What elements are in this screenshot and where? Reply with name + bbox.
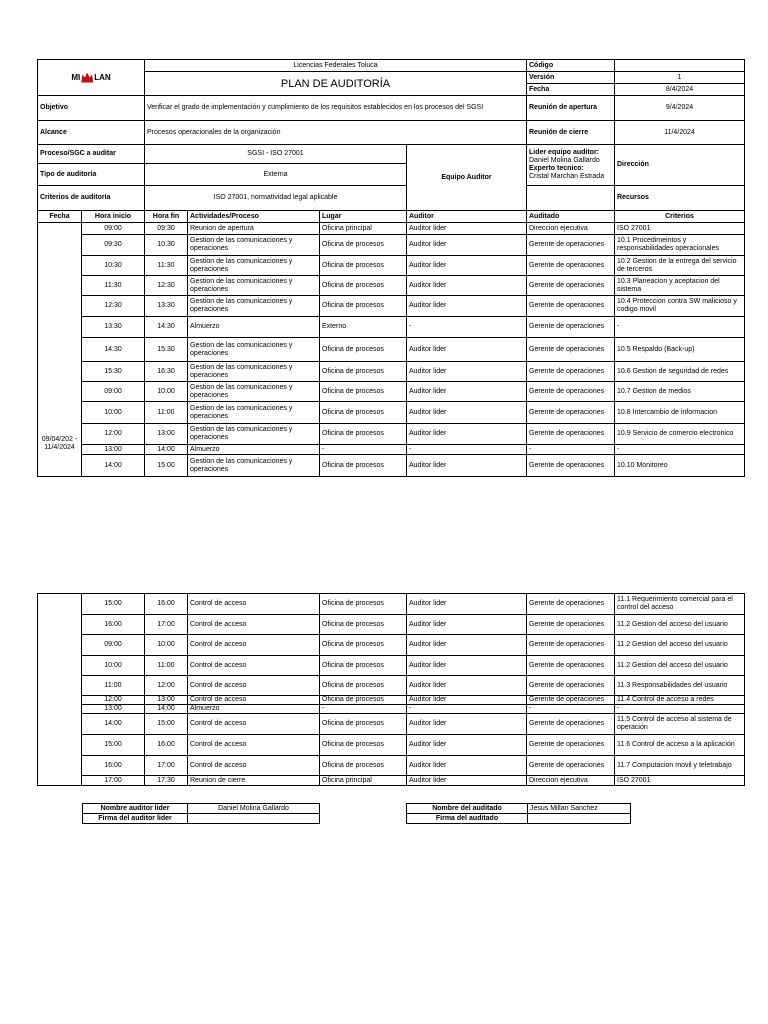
cell-lugar: Oficina de procesos <box>320 296 407 317</box>
cell-auditor: Auditor lider <box>407 235 527 256</box>
cell-auditor: Auditor lider <box>407 635 527 656</box>
col-lugar: Lugar <box>320 211 407 223</box>
cell-auditor: Auditor lider <box>407 656 527 676</box>
table-row <box>38 714 745 735</box>
table-row <box>38 223 745 235</box>
cell-auditado: Gerente de operaciones <box>527 362 615 382</box>
cell-hora-inicio: 14:00 <box>82 455 145 477</box>
cell-lugar: Oficina de procesos <box>320 382 407 402</box>
table-row <box>38 402 745 424</box>
cell-actividad: Gestion de las comunicaciones y operaciones <box>188 235 320 256</box>
cell-criterio: 10.9 Servicio de comercio electronico <box>615 424 745 445</box>
cell-hora-inicio: 13:30 <box>82 317 145 338</box>
cell-hora-fin: 17:30 <box>145 776 188 786</box>
proceso-label: Proceso/SGC a auditar <box>38 145 145 164</box>
table-row <box>38 382 745 402</box>
cell-hora-fin: 17:00 <box>145 756 188 776</box>
fecha-cell <box>38 594 82 786</box>
cell-auditor: Auditor lider <box>407 424 527 445</box>
table-row <box>38 676 745 696</box>
cell-hora-fin: 11:30 <box>145 256 188 276</box>
cell-hora-fin: 09:30 <box>145 223 188 235</box>
cell-criterio: 10.7 Gestion de medios <box>615 382 745 402</box>
cell-lugar: Oficina de procesos <box>320 402 407 424</box>
cell-lugar: Oficina de procesos <box>320 362 407 382</box>
criterios-value: ISO 27001, normatividad legal aplicable <box>145 186 407 211</box>
table-row <box>38 317 745 338</box>
nombre-auditado-value: Jesus Millan Sanchez <box>528 804 631 814</box>
fecha-cell: 09/04/202 - 11/4/2024 <box>38 223 82 477</box>
cell-hora-inicio: 10:30 <box>82 256 145 276</box>
cell-criterio: 11.2 Gestion del acceso del usuario <box>615 635 745 656</box>
cell-lugar: Oficina principal <box>320 223 407 235</box>
cell-auditado: Gerente de operaciones <box>527 455 615 477</box>
cell-lugar: Oficina de procesos <box>320 338 407 362</box>
cell-auditado: Gerente de operaciones <box>527 635 615 656</box>
cell-criterio: - <box>615 705 745 714</box>
cell-auditado: - <box>527 705 615 714</box>
cell-criterio: 10.8 Intercambio de informacion <box>615 402 745 424</box>
cell-auditor: Auditor lider <box>407 256 527 276</box>
alcance-label: Alcance <box>38 121 145 145</box>
col-hora-fin: Hora fin <box>145 211 188 223</box>
nombre-lider-label: Nombre auditor lider <box>83 804 188 814</box>
cell-auditor: - <box>407 705 527 714</box>
cell-criterio: ISO 27001 <box>615 776 745 786</box>
cell-actividad: Control de acceso <box>188 756 320 776</box>
cell-auditor: Auditor lider <box>407 296 527 317</box>
equipo-auditor-members: Lider equipo auditor: Daniel Molina Gallardo Experto tecnico: Cristal Marchan Estrada <box>527 145 615 186</box>
fecha-label: Fecha <box>527 84 615 96</box>
cell-hora-fin: 13:00 <box>145 696 188 705</box>
cell-auditor: - <box>407 317 527 338</box>
company-logo: MI LAN <box>71 72 111 82</box>
cell-actividad: Control de acceso <box>188 635 320 656</box>
cell-hora-inicio: 15:30 <box>82 362 145 382</box>
cell-criterio: 11.4 Control de acceso a redes <box>615 696 745 705</box>
cell-auditado: - <box>527 445 615 455</box>
tipo-value: Externa <box>145 164 407 186</box>
cell-actividad: Control de acceso <box>188 615 320 635</box>
cell-criterio: 10.3 Planeacion y aceptacion del sistema <box>615 276 745 296</box>
cell-actividad: Reunion de cierre <box>188 776 320 786</box>
proceso-value: SGSI - ISO 27001 <box>145 145 407 164</box>
cell-auditor: Auditor lider <box>407 362 527 382</box>
cell-auditor: Auditor lider <box>407 402 527 424</box>
cell-hora-inicio: 14:00 <box>82 714 145 735</box>
cell-actividad: Reunion de apertura <box>188 223 320 235</box>
cell-auditado: Gerente de operaciones <box>527 296 615 317</box>
apertura-label: Reunión de apertura <box>527 96 615 121</box>
cell-hora-fin: 13:30 <box>145 296 188 317</box>
cell-actividad: Gestion de las comunicaciones y operaciones <box>188 276 320 296</box>
cell-criterio: 11.7 Computacion movil y teletrabajo <box>615 756 745 776</box>
cell-hora-fin: 15:00 <box>145 714 188 735</box>
equipo-auditor-label: Equipo Auditor <box>407 145 527 211</box>
cell-hora-inicio: 17:00 <box>82 776 145 786</box>
cell-lugar: Oficina de procesos <box>320 235 407 256</box>
cell-criterio: 10.1 Procedimeintos y responsabilidades operacionales <box>615 235 745 256</box>
cell-auditado: Gerente de operaciones <box>527 714 615 735</box>
cell-hora-fin: 13:00 <box>145 424 188 445</box>
table-row <box>38 338 745 362</box>
cell-lugar: Oficina de procesos <box>320 256 407 276</box>
apertura-value: 9/4/2024 <box>615 96 745 121</box>
cell-hora-fin: 17:00 <box>145 615 188 635</box>
cell-auditor: Auditor lider <box>407 382 527 402</box>
cell-hora-inicio: 11:00 <box>82 676 145 696</box>
firma-lider-field[interactable] <box>188 814 320 824</box>
cell-criterio: 11.3 Responsabilidades del usuario <box>615 676 745 696</box>
cell-auditado: Gerente de operaciones <box>527 402 615 424</box>
cell-hora-inicio: 09:30 <box>82 235 145 256</box>
cell-hora-inicio: 09:00 <box>82 635 145 656</box>
cell-criterio: 10.4 Proteccion contra SW malicioso y codigo movil <box>615 296 745 317</box>
cell-auditado: Gerente de operaciones <box>527 676 615 696</box>
cell-criterio: 11.2 Gestion del acceso del usuario <box>615 615 745 635</box>
cell-actividad: Almuerzo <box>188 445 320 455</box>
col-auditado: Auditado <box>527 211 615 223</box>
cell-hora-inicio: 10:00 <box>82 402 145 424</box>
cell-lugar: Oficina de procesos <box>320 276 407 296</box>
cell-hora-inicio: 14:30 <box>82 338 145 362</box>
cell-auditor: Auditor lider <box>407 714 527 735</box>
cell-lugar: Oficina de procesos <box>320 594 407 615</box>
cell-auditado: Direccion ejecutiva <box>527 776 615 786</box>
table-row <box>38 296 745 317</box>
cell-hora-fin: 15:30 <box>145 338 188 362</box>
table-row <box>38 735 745 756</box>
col-hora-inicio: Hora inicio <box>82 211 145 223</box>
cell-actividad: Gestion de las comunicaciones y operaciones <box>188 338 320 362</box>
cell-auditado: Gerente de operaciones <box>527 317 615 338</box>
table-row <box>38 696 745 705</box>
cierre-label: Reunión de cierre <box>527 121 615 145</box>
cell-auditor: Auditor lider <box>407 223 527 235</box>
cell-auditor: Auditor lider <box>407 455 527 477</box>
cell-auditor: - <box>407 445 527 455</box>
cell-hora-fin: 14:00 <box>145 705 188 714</box>
table-row <box>38 455 745 477</box>
criterios-label: Criterios de auditoría <box>38 186 145 211</box>
cell-hora-fin: 15:00 <box>145 455 188 477</box>
cell-lugar: Oficina de procesos <box>320 714 407 735</box>
cell-actividad: Control de acceso <box>188 594 320 615</box>
cell-auditado: Gerente de operaciones <box>527 615 615 635</box>
logo-cell <box>38 60 145 96</box>
cell-auditado: Gerente de operaciones <box>527 696 615 705</box>
signature-auditado-block <box>406 803 631 824</box>
cell-hora-fin: 10:00 <box>145 635 188 656</box>
cell-auditado: Gerente de operaciones <box>527 276 615 296</box>
audit-plan-table-page1 <box>37 59 745 477</box>
document-title: PLAN DE AUDITORÍA <box>145 72 527 96</box>
cell-criterio: - <box>615 317 745 338</box>
cell-auditor: Auditor lider <box>407 615 527 635</box>
table-row <box>38 776 745 786</box>
cell-actividad: Gestion de las comunicaciones y operaciones <box>188 362 320 382</box>
cell-hora-inicio: 13:00 <box>82 445 145 455</box>
cell-actividad: Gestion de las comunicaciones y operaciones <box>188 424 320 445</box>
cell-hora-inicio: 13:00 <box>82 705 145 714</box>
firma-auditado-label: Firma del auditado <box>407 814 528 824</box>
recursos-label: Recursos <box>615 186 745 211</box>
cell-hora-fin: 12:00 <box>145 676 188 696</box>
table-row <box>38 276 745 296</box>
cell-auditado: Gerente de operaciones <box>527 256 615 276</box>
crown-icon <box>81 73 93 83</box>
codigo-value <box>615 60 745 72</box>
cell-hora-fin: 16:00 <box>145 594 188 615</box>
cell-auditor: Auditor lider <box>407 776 527 786</box>
cell-hora-inicio: 11:30 <box>82 276 145 296</box>
tipo-label: Tipo de auditoría <box>38 164 145 186</box>
cell-hora-inicio: 16:00 <box>82 615 145 635</box>
cell-auditado: Gerente de operaciones <box>527 656 615 676</box>
table-row <box>38 235 745 256</box>
cell-hora-fin: 16:00 <box>145 735 188 756</box>
table-row <box>38 656 745 676</box>
cell-auditado: Gerente de operaciones <box>527 735 615 756</box>
cell-auditado: Direccion ejecutiva <box>527 223 615 235</box>
cell-actividad: Control de acceso <box>188 696 320 705</box>
cell-hora-inicio: 09:00 <box>82 382 145 402</box>
cell-criterio: 10.6 Gestion de seguridad de redes <box>615 362 745 382</box>
col-criterios: Criterios <box>615 211 745 223</box>
cell-hora-fin: 14:00 <box>145 445 188 455</box>
column-header-row <box>38 211 745 223</box>
cell-auditor: Auditor lider <box>407 594 527 615</box>
table-row <box>38 594 745 615</box>
cell-auditado: Gerente de operaciones <box>527 594 615 615</box>
company-name: Licencias Federales Toluca <box>145 60 527 72</box>
cell-auditor: Auditor lider <box>407 756 527 776</box>
table-row <box>38 615 745 635</box>
cell-auditor: Auditor lider <box>407 735 527 756</box>
cell-auditor: Auditor lider <box>407 276 527 296</box>
cell-criterio: 11.6 Control de acceso a la aplicación <box>615 735 745 756</box>
cell-hora-inicio: 15:00 <box>82 735 145 756</box>
cell-actividad: Gestion de las comunicaciones y operaciones <box>188 256 320 276</box>
cell-hora-fin: 11:00 <box>145 402 188 424</box>
cell-auditor: Auditor lider <box>407 338 527 362</box>
cell-hora-inicio: 15:00 <box>82 594 145 615</box>
cell-lugar: Oficina de procesos <box>320 455 407 477</box>
cell-actividad: Control de acceso <box>188 714 320 735</box>
firma-lider-label: Firma del auditor lider <box>83 814 188 824</box>
auditor-team-blank <box>527 186 615 211</box>
col-actividades: Actividades/Proceso <box>188 211 320 223</box>
cell-lugar: Oficina principal <box>320 776 407 786</box>
table-row <box>38 256 745 276</box>
fecha-value: 8/4/2024 <box>615 84 745 96</box>
cell-hora-fin: 10:30 <box>145 235 188 256</box>
cell-actividad: Control de acceso <box>188 735 320 756</box>
cell-actividad: Gestion de las comunicaciones y operaciones <box>188 382 320 402</box>
cell-hora-fin: 16:30 <box>145 362 188 382</box>
table-row <box>38 635 745 656</box>
table-row <box>38 424 745 445</box>
cell-hora-fin: 11:00 <box>145 656 188 676</box>
cell-lugar: - <box>320 445 407 455</box>
col-fecha: Fecha <box>38 211 82 223</box>
cell-hora-inicio: 16:00 <box>82 756 145 776</box>
cell-lugar: Oficina de procesos <box>320 615 407 635</box>
cell-auditado: Gerente de operaciones <box>527 235 615 256</box>
cierre-value: 11/4/2024 <box>615 121 745 145</box>
cell-actividad: Almuerzo <box>188 705 320 714</box>
cell-actividad: Control de acceso <box>188 676 320 696</box>
audit-plan-table-page2 <box>37 593 745 786</box>
cell-lugar: Oficina de procesos <box>320 735 407 756</box>
cell-hora-inicio: 12:30 <box>82 296 145 317</box>
nombre-auditado-label: Nombre del auditado <box>407 804 528 814</box>
cell-actividad: Gestion de las comunicaciones y operaciones <box>188 296 320 317</box>
cell-criterio: 11.2 Gestion del acceso del usuario <box>615 656 745 676</box>
cell-auditor: Auditor lider <box>407 676 527 696</box>
cell-hora-inicio: 10:00 <box>82 656 145 676</box>
table-row <box>38 705 745 714</box>
cell-lugar: Oficina de procesos <box>320 696 407 705</box>
cell-criterio: - <box>615 445 745 455</box>
cell-criterio: 10.10 Monitoreo <box>615 455 745 477</box>
version-label: Versión <box>527 72 615 84</box>
firma-auditado-field[interactable] <box>528 814 631 824</box>
cell-hora-fin: 10:00 <box>145 382 188 402</box>
cell-hora-inicio: 09:00 <box>82 223 145 235</box>
cell-auditor: Auditor lider <box>407 696 527 705</box>
cell-lugar: Oficina de procesos <box>320 424 407 445</box>
cell-auditado: Gerente de operaciones <box>527 424 615 445</box>
cell-auditado: Gerente de operaciones <box>527 338 615 362</box>
cell-lugar: Externo <box>320 317 407 338</box>
cell-criterio: 10.2 Gestion de la entrega del servicio de terceros <box>615 256 745 276</box>
cell-lugar: - <box>320 705 407 714</box>
cell-criterio: 11.1 Requerimiento comercial para el control del acceso <box>615 594 745 615</box>
version-value: 1 <box>615 72 745 84</box>
cell-criterio: ISO 27001 <box>615 223 745 235</box>
objetivo-value: Verificar el grado de implementación y cumplimiento de los requisitos establecidos en los procesos del SGSI <box>145 96 527 121</box>
cell-hora-inicio: 12:00 <box>82 424 145 445</box>
cell-hora-fin: 12:30 <box>145 276 188 296</box>
cell-lugar: Oficina de procesos <box>320 656 407 676</box>
nombre-lider-value: Daniel Molina Gallardo <box>188 804 320 814</box>
cell-lugar: Oficina de procesos <box>320 676 407 696</box>
cell-criterio: 10.5 Respaldo (Back-up) <box>615 338 745 362</box>
cell-criterio: 11.5 Control de acceso al sistema de operación <box>615 714 745 735</box>
col-auditor: Auditor <box>407 211 527 223</box>
signature-lider-block <box>82 803 320 824</box>
cell-actividad: Gestion de las comunicaciones y operaciones <box>188 455 320 477</box>
table-row <box>38 362 745 382</box>
cell-auditado: Gerente de operaciones <box>527 382 615 402</box>
cell-auditado: Gerente de operaciones <box>527 756 615 776</box>
cell-lugar: Oficina de procesos <box>320 756 407 776</box>
cell-hora-fin: 14:30 <box>145 317 188 338</box>
cell-actividad: Control de acceso <box>188 656 320 676</box>
alcance-value: Procesos operacionales de la organización <box>145 121 527 145</box>
codigo-label: Código <box>527 60 615 72</box>
cell-lugar: Oficina de procesos <box>320 635 407 656</box>
objetivo-label: Objetivo <box>38 96 145 121</box>
table-row <box>38 445 745 455</box>
cell-actividad: Gestion de las comunicaciones y operaciones <box>188 402 320 424</box>
direccion-label: Dirección <box>615 145 745 186</box>
cell-actividad: Almuerzo <box>188 317 320 338</box>
table-row <box>38 756 745 776</box>
cell-hora-inicio: 12:00 <box>82 696 145 705</box>
